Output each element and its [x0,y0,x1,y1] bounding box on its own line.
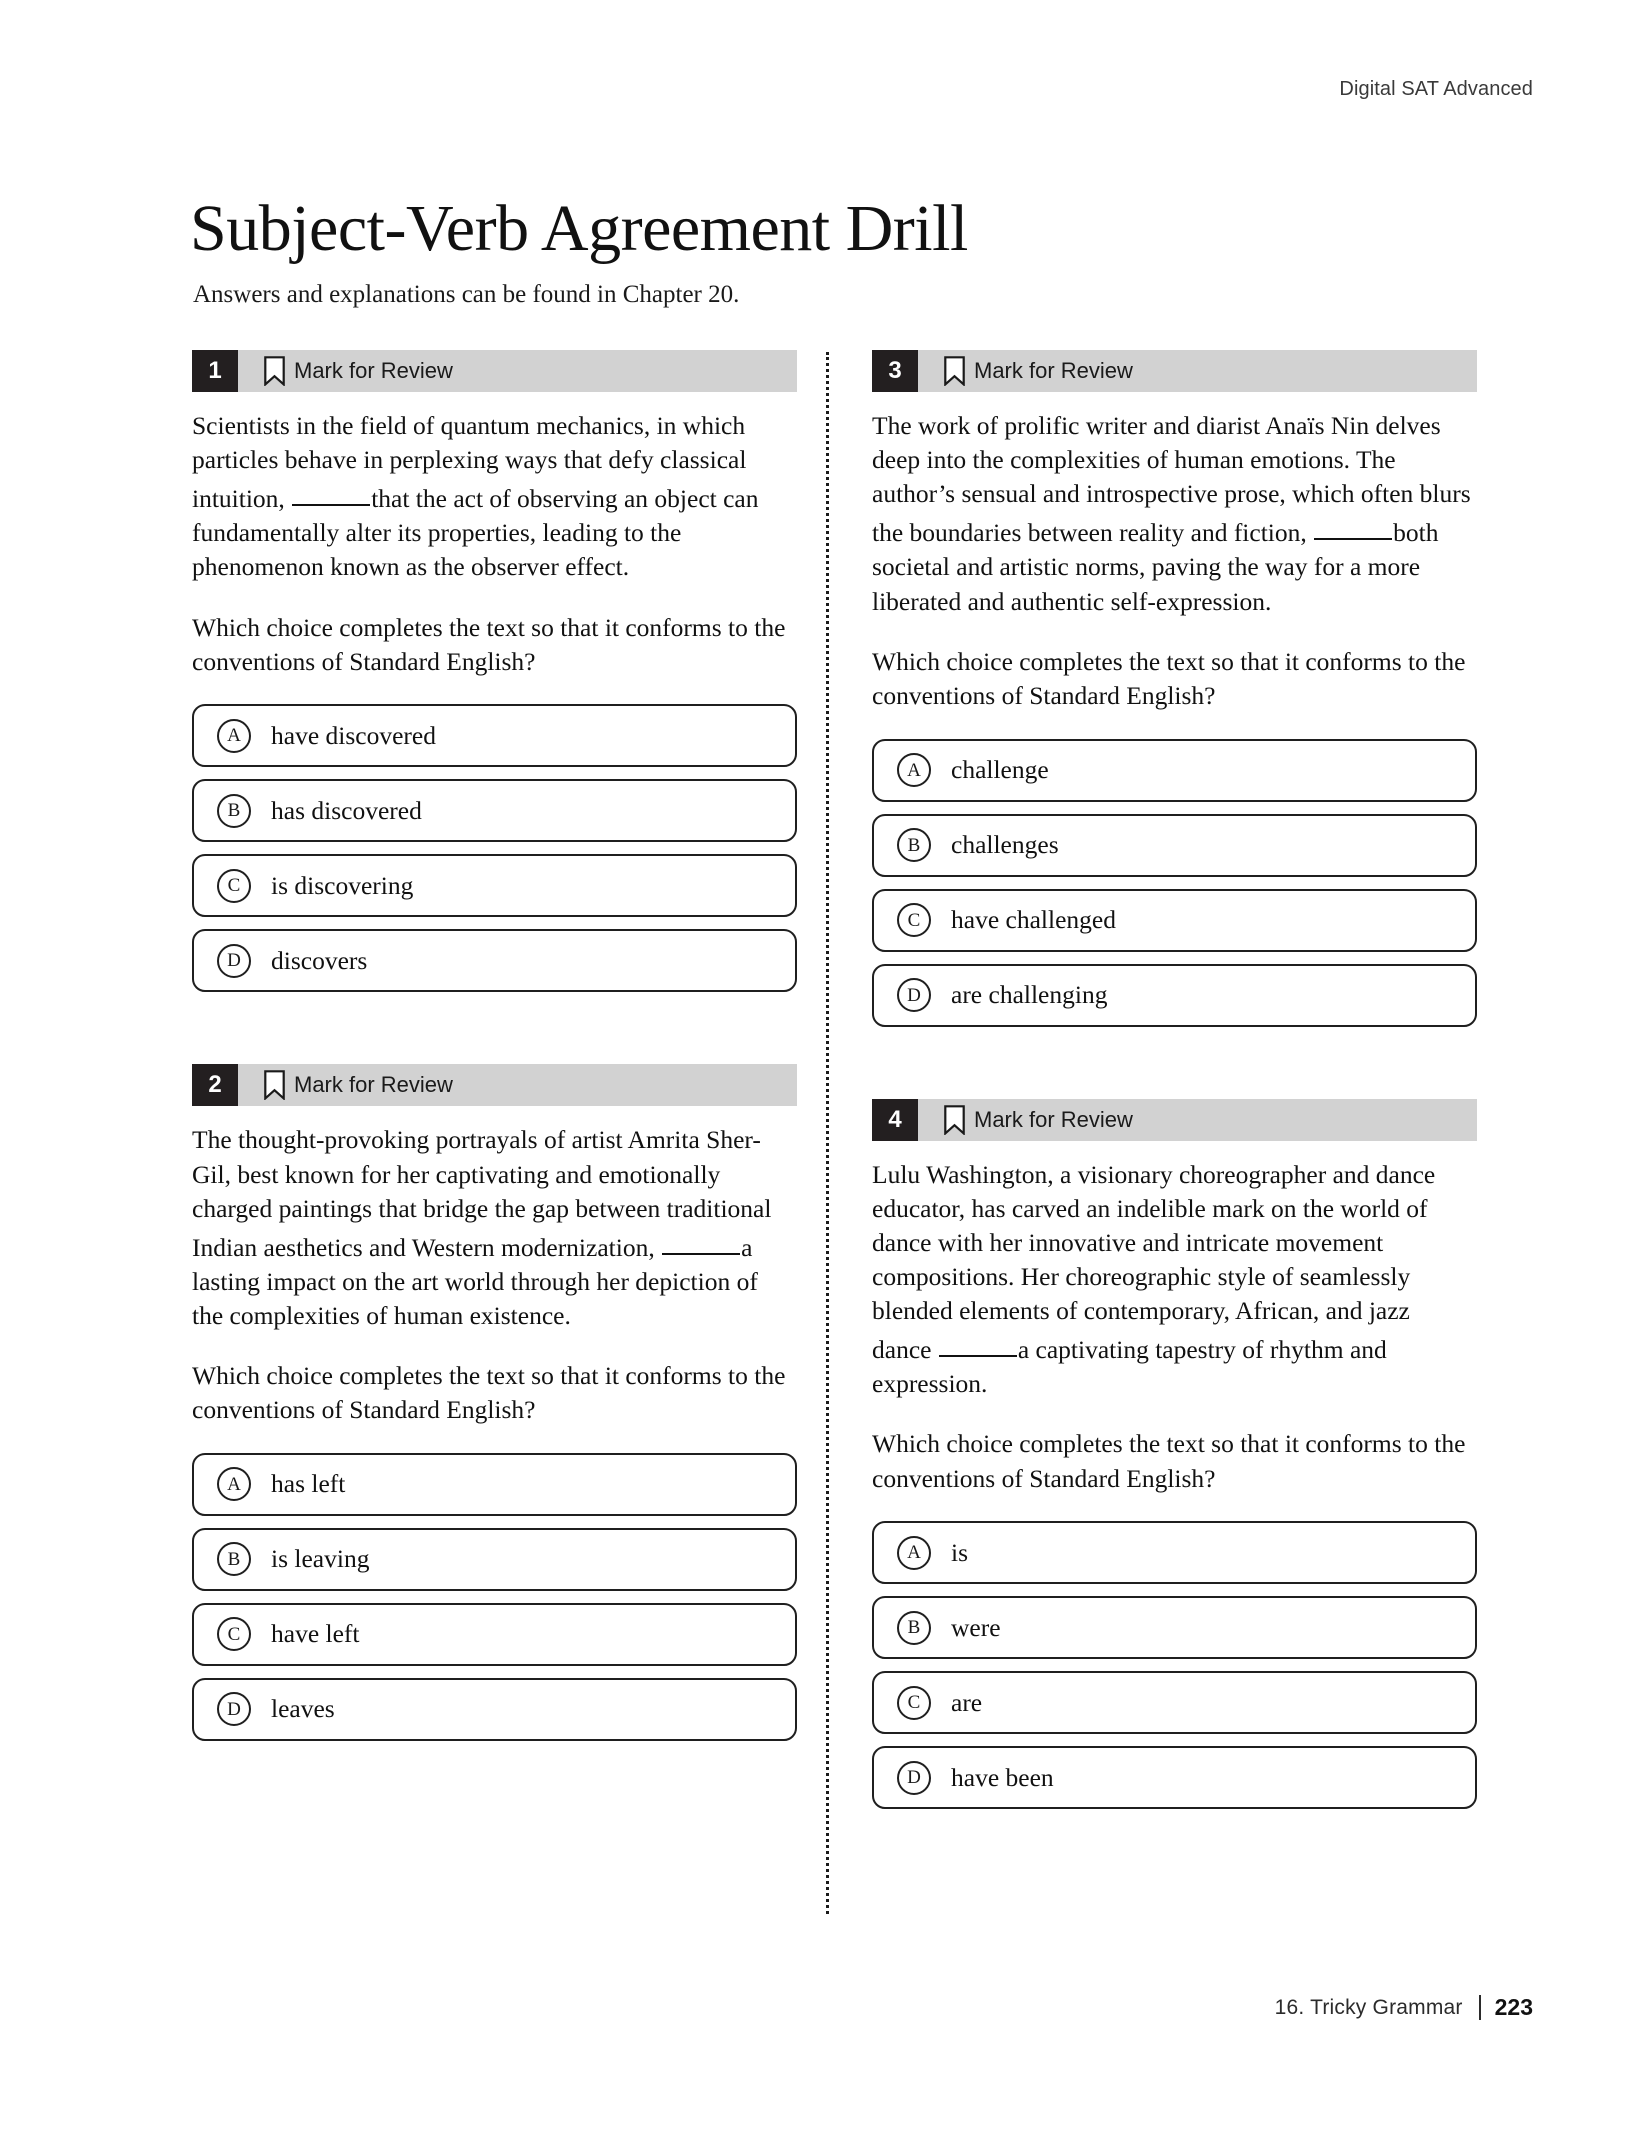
question-stem-before-blank: The work of prolific writer and diarist Anaïs Nin delves deep into the complexities of human emotions. The author’s sensual and introspective prose, which often blurs the boundaries between reality and fiction, [872,411,1471,548]
question-stem-after-blank: a lasting impact on the art world through her depiction of the complexities of human existence. [192,1232,758,1330]
answer-choice[interactable] [192,1678,797,1741]
answer-choice-text: have discovered [271,720,436,750]
answer-choice-letter: D [217,1692,251,1726]
answer-choice[interactable] [192,854,797,917]
answer-choice-text: is discovering [271,870,414,900]
answer-choice-text: were [951,1612,1001,1642]
answer-choice-text: are challenging [951,980,1108,1010]
answer-choice-list [872,1521,1484,1809]
fill-in-blank [662,1226,740,1255]
answer-choice-text: leaves [271,1694,335,1724]
question-block [872,1099,1484,1810]
answer-choice[interactable] [872,739,1477,802]
question-number-badge: 4 [872,1099,918,1141]
answer-choice-letter: C [897,1686,931,1720]
footer-page-number: 223 [1494,1994,1533,2020]
answer-choice-list [872,739,1484,1027]
answer-choice[interactable] [872,1746,1477,1809]
question-prompt: Which choice completes the text so that it conforms to the conventions of Standard English? [872,646,1466,710]
answer-choice-text: is leaving [271,1544,370,1574]
question-header-bar [192,350,797,392]
column-left [192,350,804,1753]
mark-for-review-label: Mark for Review [294,1072,453,1098]
mark-for-review-label: Mark for Review [974,1106,1133,1132]
answer-choice[interactable] [192,1453,797,1516]
answer-choice-letter: B [897,828,931,862]
mark-for-review-label: Mark for Review [974,358,1133,383]
answer-choice-text: has left [271,1469,346,1499]
answer-choice-text: are [951,1687,983,1717]
answer-choice[interactable] [192,1528,797,1591]
fill-in-blank [292,477,370,506]
question-number-badge: 3 [872,350,918,392]
answer-choice-text: have been [951,1762,1054,1792]
question-stem-before-blank: Scientists in the field of quantum mechanics, in which particles behave in perplexing ways that defy classical intuition, [192,411,747,514]
footer-chapter-label: 16. Tricky Grammar [1274,1995,1463,2019]
answer-choice-letter: A [897,1536,931,1570]
bookmark-icon [944,1105,965,1135]
answer-choice-list [192,704,804,992]
answer-choice[interactable] [872,964,1477,1027]
answer-choice[interactable] [192,1603,797,1666]
answer-choice-letter: B [217,1542,251,1576]
answer-choice-letter: D [897,978,931,1012]
question-header-bar [192,1064,797,1106]
mark-for-review-button[interactable] [238,350,453,392]
answer-choice-letter: A [897,753,931,787]
question-stem-after-blank: both societal and artistic norms, paving the way for a more liberated and authentic self-expression. [872,518,1439,616]
answer-choice-text: is [951,1537,969,1567]
question-block [872,350,1484,1027]
fill-in-blank [1314,511,1392,540]
answer-choice-text: has discovered [271,795,422,825]
question-block [192,350,804,992]
question-stem-after-blank: that the act of observing an object can fundamentally alter its properties, leading to the phenomenon known as the observer effect. [192,484,759,582]
answer-choice-text: challenges [951,830,1059,860]
bookmark-icon [944,356,965,386]
fill-in-blank [939,1328,1017,1357]
answer-choice[interactable] [192,704,797,767]
page-footer [1275,1994,1533,2021]
mark-for-review-button[interactable] [918,1099,1133,1141]
answer-choice-letter: C [897,903,931,937]
answer-choice[interactable] [192,779,797,842]
question-number-badge: 1 [192,350,238,392]
bookmark-icon [264,1070,285,1100]
answer-choice[interactable] [872,1521,1477,1584]
answer-choice-text: discovers [271,945,368,975]
mark-for-review-button[interactable] [918,350,1133,392]
answer-choice-text: have left [271,1619,360,1649]
question-prompt: Which choice completes the text so that it conforms to the conventions of Standard English? [872,1429,1466,1493]
question-header-bar [872,1099,1477,1141]
answer-choice-text: have challenged [951,905,1116,935]
mark-for-review-button[interactable] [238,1064,453,1106]
column-right [872,350,1484,1821]
answer-choice[interactable] [872,1671,1477,1734]
answer-choice-text: challenge [951,755,1049,785]
answer-choice-letter: D [217,944,251,978]
running-head: Digital SAT Advanced [1339,78,1533,100]
answer-choice-list [192,1453,804,1741]
question-number-badge: 2 [192,1064,238,1106]
answer-choice-letter: C [217,869,251,903]
question-stem [872,409,1472,619]
page-subtitle: Answers and explanations can be found in Chapter 20. [193,281,740,308]
answer-choice-letter: B [897,1611,931,1645]
page-title: Subject-Verb Agreement Drill [190,192,968,266]
question-block [192,1064,804,1741]
question-stem [872,1158,1472,1402]
question-prompt: Which choice completes the text so that it conforms to the conventions of Standard English? [192,1361,786,1425]
column-divider [826,352,829,1914]
question-stem-before-blank: The thought-provoking portrayals of artist Amrita Sher-Gil, best known for her captivating and emotionally charged paintings that bridge the gap between traditional Indian aesthetics and Western modernization, [192,1125,772,1262]
answer-choice[interactable] [872,889,1477,952]
answer-choice-letter: B [217,794,251,828]
question-stem-before-blank: Lulu Washington, a visionary choreographer and dance educator, has carved an indelible mark on the world of dance with her innovative and intricate movement compositions. Her choreographic style of seamlessly blended elements of contemporary, African, and jazz dance [872,1159,1436,1365]
question-stem [192,1123,792,1333]
answer-choice[interactable] [872,1596,1477,1659]
answer-choice-letter: C [217,1617,251,1651]
question-stem-after-blank: a captivating tapestry of rhythm and expression. [872,1335,1387,1399]
answer-choice[interactable] [872,814,1477,877]
answer-choice-letter: A [217,719,251,753]
question-stem [192,409,792,585]
answer-choice-letter: A [217,1467,251,1501]
footer-divider [1479,1995,1481,2020]
bookmark-icon [264,356,285,386]
question-prompt: Which choice completes the text so that it conforms to the conventions of Standard English? [192,612,786,676]
question-header-bar [872,350,1477,392]
mark-for-review-label: Mark for Review [294,358,453,383]
answer-choice[interactable] [192,929,797,992]
answer-choice-letter: D [897,1761,931,1795]
